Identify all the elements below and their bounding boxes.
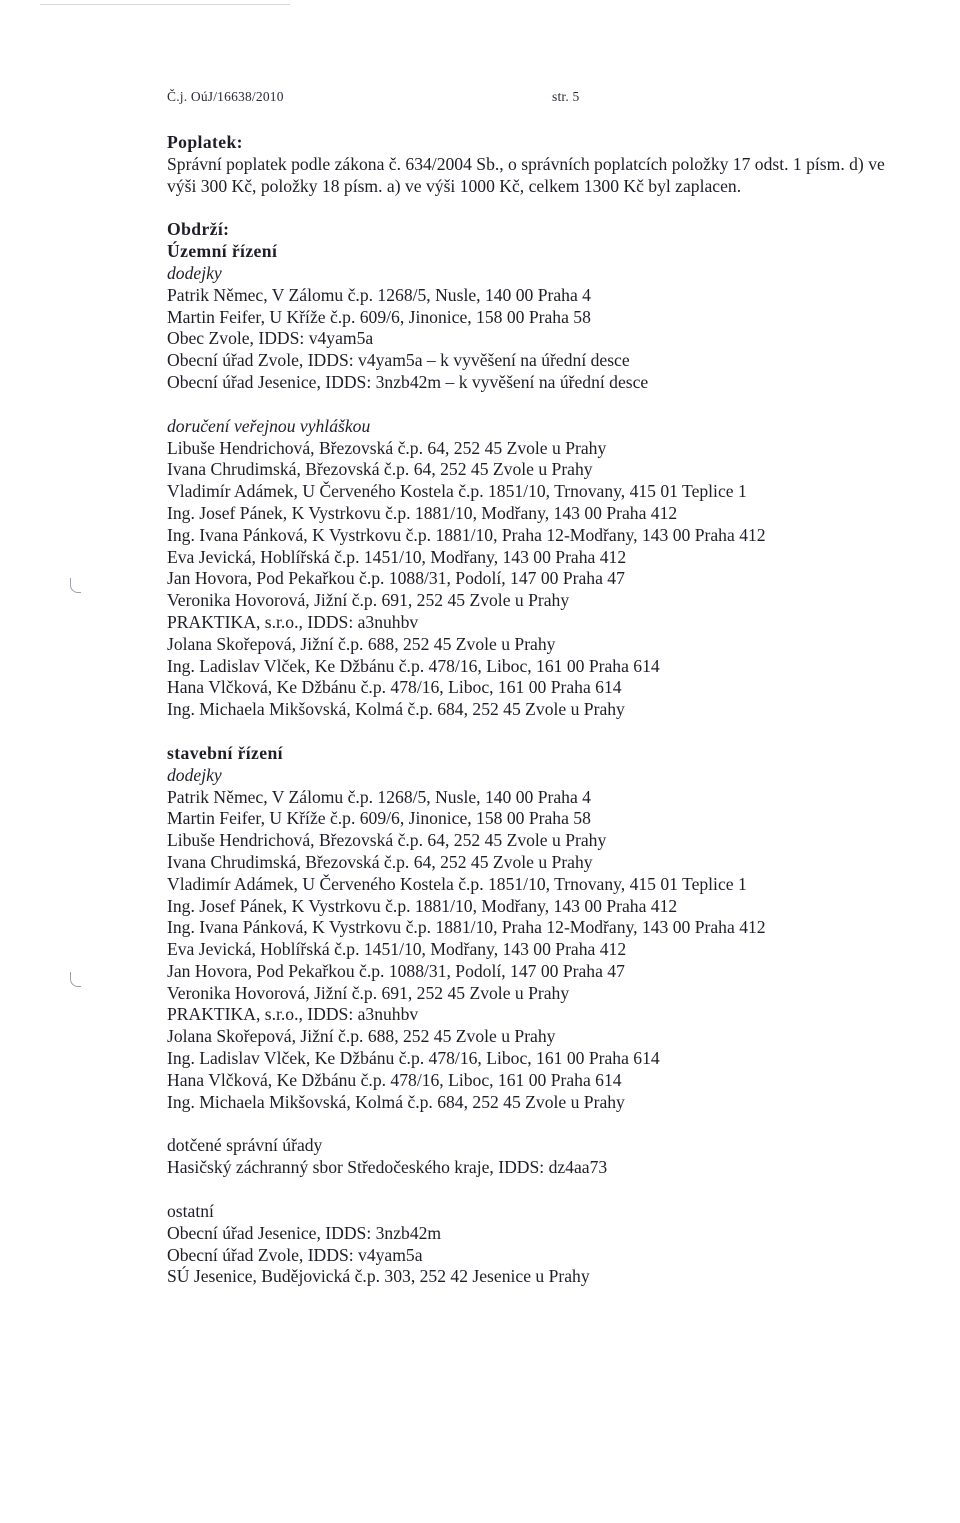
building-delivery-list bbox=[167, 787, 957, 1114]
fee-heading: Poplatek: bbox=[167, 132, 243, 152]
list-item: PRAKTIKA, s.r.o., IDDS: a3nuhbv bbox=[167, 1004, 419, 1025]
list-item: Ing. Ivana Pánková, K Vystrkovu č.p. 1881/10, Praha 12-Modřany, 143 00 Praha 412 bbox=[167, 917, 766, 938]
list-item: Jan Hovora, Pod Pekařkou č.p. 1088/31, Podolí, 147 00 Praha 47 bbox=[167, 960, 625, 981]
list-item: Ing. Josef Pánek, K Vystrkovu č.p. 1881/10, Modřany, 143 00 Praha 412 bbox=[167, 895, 678, 916]
territorial-delivery-list bbox=[167, 285, 957, 394]
page-number: str. 5 bbox=[552, 89, 580, 104]
list-item: Libuše Hendrichová, Březovská č.p. 64, 252 45 Zvole u Prahy bbox=[167, 437, 607, 458]
list-item: Jolana Skořepová, Jižní č.p. 688, 252 45 Zvole u Prahy bbox=[167, 633, 556, 654]
list-item: Hasičský záchranný sbor Středočeského kraje, IDDS: dz4aa73 bbox=[167, 1157, 608, 1178]
building-delivery-label: dodejky bbox=[167, 764, 222, 785]
list-item: Patrik Němec, V Zálomu č.p. 1268/5, Nusle, 140 00 Praha 4 bbox=[167, 284, 591, 305]
list-item: Libuše Hendrichová, Březovská č.p. 64, 252 45 Zvole u Prahy bbox=[167, 830, 607, 851]
list-item: Obecní úřad Jesenice, IDDS: 3nzb42m – k vyvěšení na úřední desce bbox=[167, 371, 649, 392]
list-item: Obecní úřad Jesenice, IDDS: 3nzb42m bbox=[167, 1222, 442, 1243]
authorities-label: dotčené správní úřady bbox=[167, 1135, 323, 1156]
list-item: Ing. Michaela Mikšovská, Kolmá č.p. 684, 252 45 Zvole u Prahy bbox=[167, 699, 625, 720]
list-item: Ing. Ivana Pánková, K Vystrkovu č.p. 1881/10, Praha 12-Modřany, 143 00 Praha 412 bbox=[167, 524, 766, 545]
list-item: Ing. Michaela Mikšovská, Kolmá č.p. 684, 252 45 Zvole u Prahy bbox=[167, 1091, 625, 1112]
scan-margin-mark bbox=[70, 972, 81, 987]
list-item: Ivana Chrudimská, Březovská č.p. 64, 252 45 Zvole u Prahy bbox=[167, 851, 593, 872]
list-item: Veronika Hovorová, Jižní č.p. 691, 252 45 Zvole u Prahy bbox=[167, 590, 570, 611]
list-item: Obecní úřad Zvole, IDDS: v4yam5a bbox=[167, 1244, 423, 1265]
list-item: Ivana Chrudimská, Březovská č.p. 64, 252 45 Zvole u Prahy bbox=[167, 459, 593, 480]
territorial-heading: Územní řízení bbox=[167, 241, 278, 262]
list-item: Hana Vlčková, Ke Džbánu č.p. 478/16, Liboc, 161 00 Praha 614 bbox=[167, 1069, 622, 1090]
list-item: Veronika Hovorová, Jižní č.p. 691, 252 45 Zvole u Prahy bbox=[167, 982, 570, 1003]
list-item: Jan Hovora, Pod Pekařkou č.p. 1088/31, Podolí, 147 00 Praha 47 bbox=[167, 568, 625, 589]
list-item: Eva Jevická, Hoblířská č.p. 1451/10, Modřany, 143 00 Praha 412 bbox=[167, 546, 627, 567]
scan-edge-line bbox=[40, 4, 290, 5]
public-notice-list bbox=[167, 438, 957, 721]
list-item: Vladimír Adámek, U Červeného Kostela č.p. 1851/10, Trnovany, 415 01 Teplice 1 bbox=[167, 481, 747, 502]
list-item: SÚ Jesenice, Budějovická č.p. 303, 252 42 Jesenice u Prahy bbox=[167, 1266, 590, 1287]
list-item: Martin Feifer, U Kříže č.p. 609/6, Jinonice, 158 00 Praha 58 bbox=[167, 306, 591, 327]
list-item: Vladimír Adámek, U Červeného Kostela č.p. 1851/10, Trnovany, 415 01 Teplice 1 bbox=[167, 873, 747, 894]
list-item: Hana Vlčková, Ke Džbánu č.p. 478/16, Liboc, 161 00 Praha 614 bbox=[167, 677, 622, 698]
reference-number: Č.j. OúJ/16638/2010 bbox=[167, 89, 284, 104]
list-item: PRAKTIKA, s.r.o., IDDS: a3nuhbv bbox=[167, 611, 419, 632]
list-item: Martin Feifer, U Kříže č.p. 609/6, Jinonice, 158 00 Praha 58 bbox=[167, 808, 591, 829]
others-label: ostatní bbox=[167, 1201, 214, 1222]
fee-text bbox=[167, 154, 957, 198]
list-item: Ing. Ladislav Vlček, Ke Džbánu č.p. 478/16, Liboc, 161 00 Praha 614 bbox=[167, 655, 660, 676]
list-item: Obecní úřad Zvole, IDDS: v4yam5a – k vyvěšení na úřední desce bbox=[167, 350, 630, 371]
fee-line: výši 300 Kč, položky 18 písm. a) ve výši 1000 Kč, celkem 1300 Kč byl zaplacen. bbox=[167, 175, 742, 196]
building-heading: stavební řízení bbox=[167, 742, 283, 763]
list-item: Jolana Skořepová, Jižní č.p. 688, 252 45 Zvole u Prahy bbox=[167, 1026, 556, 1047]
list-item: Eva Jevická, Hoblířská č.p. 1451/10, Modřany, 143 00 Praha 412 bbox=[167, 939, 627, 960]
list-item: Obec Zvole, IDDS: v4yam5a bbox=[167, 328, 374, 349]
list-item: Ing. Josef Pánek, K Vystrkovu č.p. 1881/10, Modřany, 143 00 Praha 412 bbox=[167, 502, 678, 523]
list-item: Patrik Němec, V Zálomu č.p. 1268/5, Nusle, 140 00 Praha 4 bbox=[167, 786, 591, 807]
scan-margin-mark bbox=[70, 578, 81, 593]
recipients-heading: Obdrží: bbox=[167, 219, 230, 240]
public-notice-label: doručení veřejnou vyhláškou bbox=[167, 415, 371, 436]
fee-line: Správní poplatek podle zákona č. 634/2004 Sb., o správních poplatcích položky 17 odst. 1 písm. d) ve bbox=[167, 153, 885, 174]
list-item: Ing. Ladislav Vlček, Ke Džbánu č.p. 478/16, Liboc, 161 00 Praha 614 bbox=[167, 1048, 660, 1069]
document-body bbox=[167, 132, 957, 1288]
territorial-delivery-label: dodejky bbox=[167, 262, 222, 283]
others-list bbox=[167, 1223, 957, 1288]
